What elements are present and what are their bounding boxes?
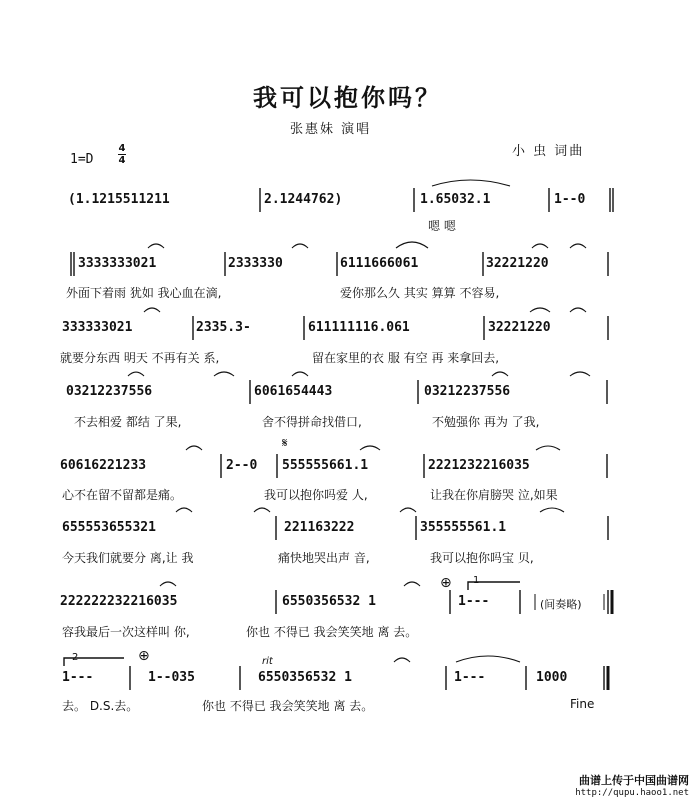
slur [396,242,428,248]
note-segment: 6061654443 [254,384,333,399]
note-segment: 1.65032.1 [420,192,491,207]
note-segment: 2221232216035 [428,458,530,473]
key-signature: 1=D [70,152,94,167]
lyric-line: 舍不得拼命找借口, [262,415,362,429]
slur [160,582,176,586]
time-signature-bottom: 4 [118,155,126,166]
note-segment: 221163222 [284,520,355,535]
note-segment: 6550356532 1 [258,670,352,685]
watermark-line: 曲谱上传于中国曲谱网 [579,774,689,787]
slur [492,372,508,376]
lyric-line: 你也 不得已 我会笑笑地 离 去。 [202,699,374,713]
note-segment: 2333330 [228,256,283,271]
coda-icon: ⊕ [440,575,452,591]
interlude-label: (间奏略) [540,598,582,611]
lyricist-composer-credit: 小 虫 词曲 [512,144,585,159]
slur [214,372,234,376]
lyric-line: 不去相爱 都结 了果, [74,415,182,429]
slur [254,508,270,512]
slur-marks [128,180,590,662]
note-segment: 355555561.1 [420,520,507,535]
slur [186,446,202,450]
note-segment: 555555661.1 [282,458,369,473]
lyric-line: 就要分东西 明天 不再有关 系, [60,351,220,365]
time-signature-top: 4 [118,143,126,154]
lyric-line: 爱你那么久 其实 算算 不容易, [340,286,500,300]
slur [570,308,586,312]
fine-marking: Fine [570,697,595,711]
lyric-line: 我可以抱你吗宝 贝, [430,551,534,565]
watermark [575,774,689,800]
note-segment: 1--035 [148,670,195,685]
lyric-line: 我可以抱你吗爱 人, [264,488,368,502]
lyric-line: 容我最后一次这样叫 你, [62,625,190,639]
performer-credit: 张惠妹 演唱 [290,122,372,137]
volta-1-number: 1 [473,575,480,586]
slur [530,308,550,312]
note-segment: 2.1244762) [264,192,343,207]
ritardando-marking: rit [262,656,273,667]
slur [540,508,564,512]
note-segment: 32221220 [486,256,549,271]
note-segment: 03212237556 [66,384,153,399]
note-segment: 6550356532 1 [282,594,376,609]
song-title: 我可以抱你吗？ [253,84,442,112]
slur [148,244,164,248]
slur [400,508,416,512]
note-segment: 2335.3- [196,320,251,335]
note-segment: 2--0 [226,458,258,473]
slur [570,372,590,376]
segno-icon: 𝄋 [282,436,288,451]
lyric-line: 你也 不得已 我会笑笑地 离 去。 [246,625,418,639]
slur [292,372,308,376]
lyric-line: 外面下着雨 犹如 我心血在滴, [66,286,222,300]
slur [176,508,192,512]
volta-2-bracket [64,658,124,666]
lyric-line: 不勉强你 再为 了我, [432,415,540,429]
note-segment: 333333021 [62,320,133,335]
lyric-line: 今天我们就要分 离,让 我 [62,551,194,565]
slur [144,308,160,312]
note-segment: 222222232216035 [60,594,178,609]
note-segment: 1--- [62,670,94,685]
lyric-line: 让我在你肩膀哭 泣,如果 [430,488,558,502]
coda-icon: ⊕ [138,648,150,664]
note-segment: 6111666061 [340,256,419,271]
volta-2-number: 2 [72,652,79,663]
volta-1-bracket [468,582,520,590]
slur [456,656,520,662]
note-segment: 3333333021 [78,256,157,271]
slur [360,446,380,450]
slur [292,244,308,248]
watermark-url: http://qupu.haoo1.net [575,788,689,798]
slur [394,658,410,662]
lyric-line: 留在家里的衣 服 有空 再 来拿回去, [312,351,500,365]
note-segment: 32221220 [488,320,551,335]
lyric-line: 痛快地哭出声 音, [278,551,370,565]
slur [404,582,420,586]
note-segment: 611111116.061 [308,320,410,335]
note-segment: 60616221233 [60,458,147,473]
note-segment: 1--- [458,594,490,609]
slur [432,180,510,186]
note-segment: 1--- [454,670,486,685]
slur [532,244,548,248]
slur [128,372,144,376]
lyric-line: 去。 D.S.去。 [62,699,139,713]
note-segment: 1--0 [554,192,586,207]
lyric-line: 嗯 嗯 [428,219,456,233]
note-segment: 1000 [536,670,568,685]
slur [570,244,586,248]
lyric-line: 心不在留不留都是痛。 [62,488,183,502]
note-segment: 655553655321 [62,520,156,535]
note-segment: 03212237556 [424,384,511,399]
slur [536,446,560,450]
note-segment: (1.1215511211 [68,192,170,207]
